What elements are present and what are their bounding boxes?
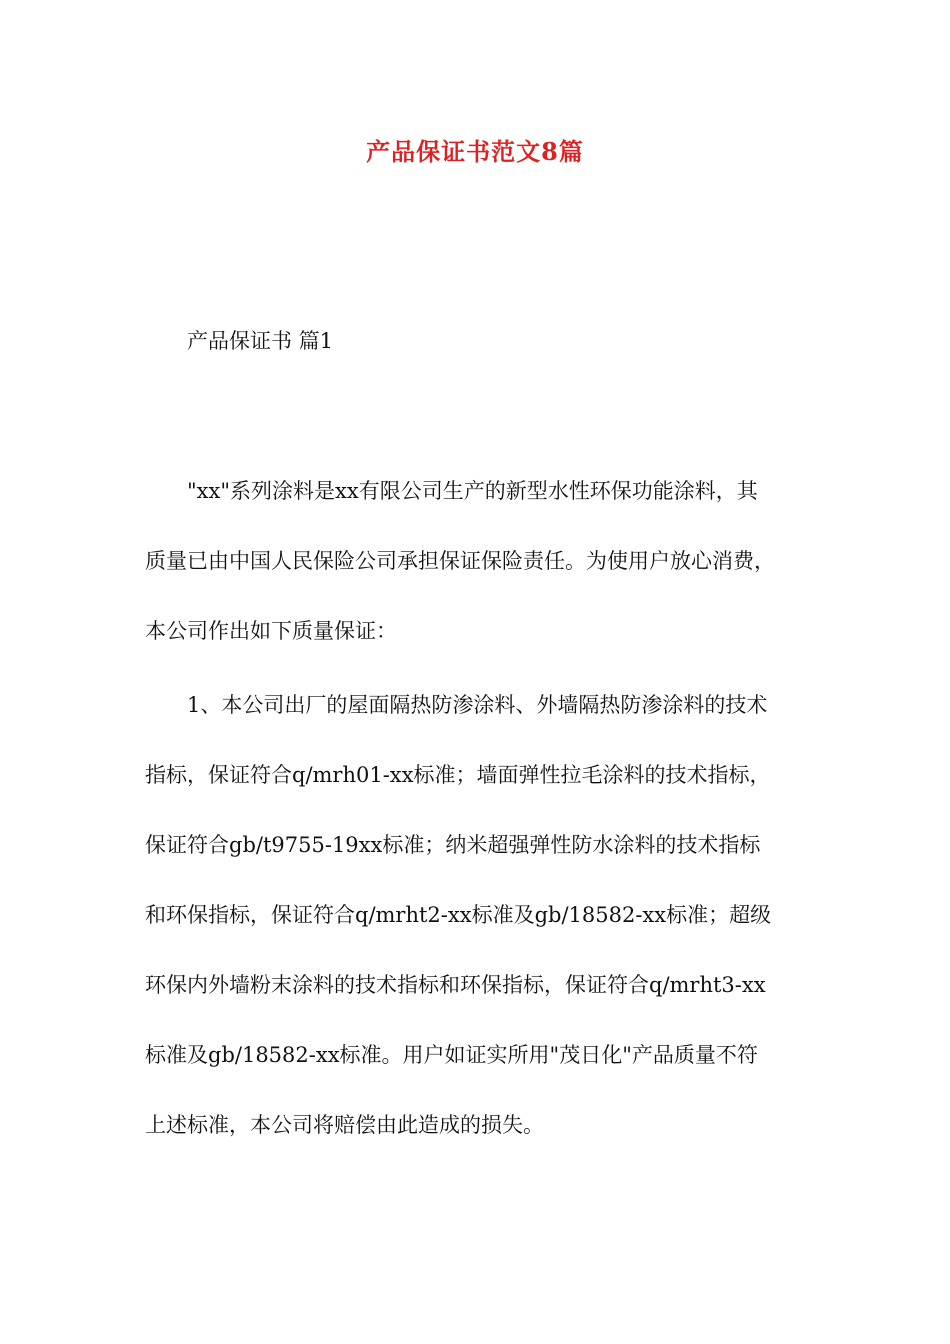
paragraph-line: "xx"系列涂料是xx有限公司生产的新型水性环保功能涂料，其 bbox=[187, 479, 758, 503]
paragraph-item-1 bbox=[145, 670, 835, 1160]
document-title: 产品保证书范文8篇 bbox=[366, 137, 584, 166]
paragraph-line: 本公司作出如下质量保证： bbox=[145, 619, 397, 643]
paragraph-line: 指标，保证符合q/mrh01-xx标准；墙面弹性拉毛涂料的技术指标， bbox=[145, 763, 771, 787]
paragraph-line: 保证符合gb/t9755-19xx标准；纳米超强弹性防水涂料的技术指标 bbox=[145, 833, 761, 857]
section-heading: 产品保证书 篇1 bbox=[187, 329, 334, 353]
paragraph-line: 上述标准，本公司将赔偿由此造成的损失。 bbox=[145, 1113, 544, 1137]
paragraph-line: 1、本公司出厂的屋面隔热防渗涂料、外墙隔热防渗涂料的技术 bbox=[187, 693, 768, 717]
paragraph-intro bbox=[145, 456, 835, 666]
paragraph-line: 质量已由中国人民保险公司承担保证保险责任。为使用户放心消费， bbox=[145, 549, 775, 573]
paragraph-line: 标准及gb/18582-xx标准。用户如证实所用"茂日化"产品质量不符 bbox=[145, 1043, 758, 1067]
paragraph-line: 环保内外墙粉末涂料的技术指标和环保指标，保证符合q/mrht3-xx bbox=[145, 973, 766, 997]
paragraph-line: 和环保指标，保证符合q/mrht2-xx标准及gb/18582-xx标准；超级 bbox=[145, 903, 772, 927]
